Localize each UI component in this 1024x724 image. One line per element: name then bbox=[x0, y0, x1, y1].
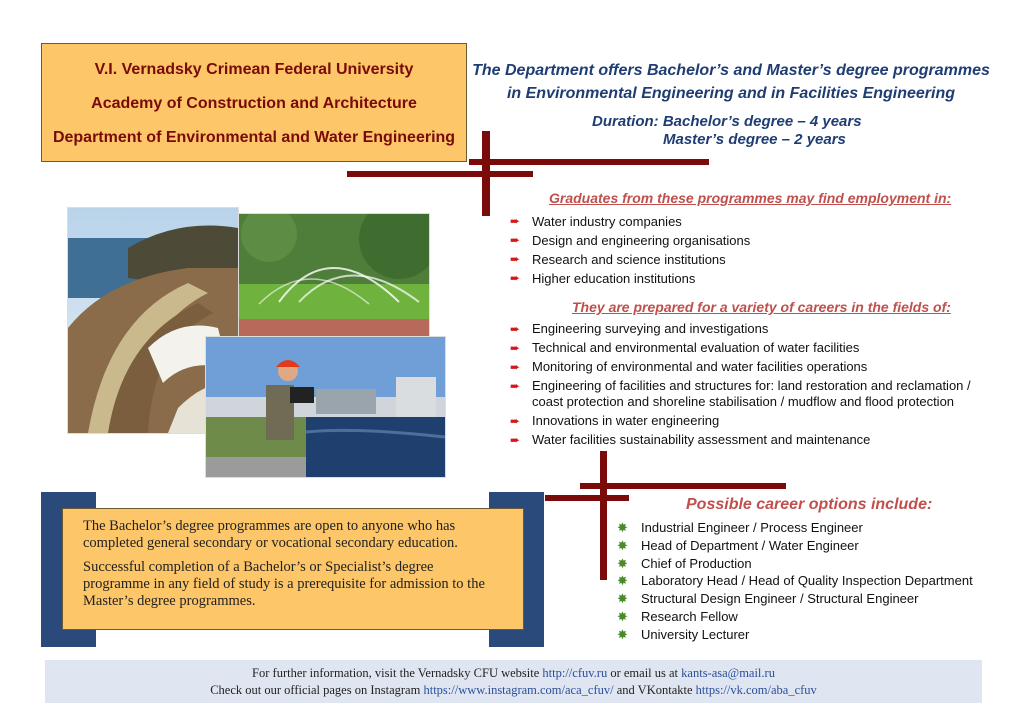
instagram-link[interactable]: https://www.instagram.com/aca_cfuv/ bbox=[423, 683, 614, 697]
list-item: ➨ Higher education institutions bbox=[510, 271, 696, 286]
list-item: ✸ Industrial Engineer / Process Engineer bbox=[617, 520, 863, 535]
vk-link[interactable]: https://vk.com/aba_cfuv bbox=[695, 683, 817, 697]
list-item: ✸ Head of Department / Water Engineer bbox=[617, 537, 859, 553]
footer-line-2: Check out our official pages on Instagram https://www.instagram.com/aca_cfuv/ and VKontakte https://vk.com/aba_cfuv bbox=[210, 683, 817, 697]
list-item: ➨ Engineering surveying and investigations bbox=[510, 321, 769, 336]
offer-line-1: The Department offers Bachelor’s and Master’s degree programmes bbox=[472, 62, 990, 79]
career-fields-heading: They are prepared for a variety of careers in the fields of: bbox=[572, 299, 951, 315]
arrow-bullet-icon: ➨ bbox=[510, 322, 521, 336]
offer-line-2: in Environmental Engineering and in Facilities Engineering bbox=[506, 85, 956, 102]
list-item: ➨ Design and engineering organisations bbox=[510, 233, 751, 248]
university-name: V.I. Vernadsky Crimean Federal University bbox=[94, 61, 414, 78]
list-item: ➨ Water facilities sustainability assessment and maintenance bbox=[510, 432, 871, 447]
footer bbox=[45, 660, 982, 703]
arrow-bullet-icon: ➨ bbox=[510, 379, 521, 393]
list-item: ✸ Laboratory Head / Head of Quality Inspection Department bbox=[617, 573, 973, 589]
career-options-list bbox=[617, 519, 1017, 644]
employment-heading: Graduates from these programmes may find employment in: bbox=[549, 190, 952, 206]
list-item: ➨ Monitoring of environmental and water facilities operations bbox=[510, 359, 868, 374]
career-fields-list bbox=[508, 321, 988, 448]
arrow-bullet-icon: ➨ bbox=[510, 252, 521, 266]
star-bullet-icon: ✸ bbox=[617, 520, 628, 535]
sprinkler-photo bbox=[238, 213, 430, 337]
cross-bar-horizontal-2a bbox=[580, 483, 786, 489]
star-bullet-icon: ✸ bbox=[617, 591, 628, 607]
admission-bachelor: The Bachelor’s degree programmes are open to anyone who has completed general secondary or vocational secondary education. bbox=[83, 518, 458, 551]
admission-box bbox=[62, 508, 524, 630]
star-bullet-icon: ✸ bbox=[617, 555, 628, 571]
duration-bachelor: Duration: Bachelor’s degree – 4 years bbox=[592, 113, 862, 130]
academy-name: Academy of Construction and Architecture bbox=[91, 95, 417, 112]
cross-bar-vertical-2 bbox=[600, 451, 607, 580]
cross-bar-horizontal-1b bbox=[347, 171, 533, 177]
career-options-heading: Possible career options include: bbox=[686, 496, 933, 513]
star-bullet-icon: ✸ bbox=[617, 537, 628, 553]
engineer-photo bbox=[205, 336, 446, 478]
cross-bar-horizontal-1a bbox=[469, 159, 709, 165]
cross-bar-horizontal-2b bbox=[545, 495, 629, 501]
list-item: ➨ Water industry companies bbox=[510, 214, 682, 229]
list-item: ➨ Innovations in water engineering bbox=[510, 413, 720, 428]
footer-line-1: For further information, visit the Vernadsky CFU website http://cfuv.ru or email us at kants-asa@mail.ru bbox=[252, 666, 775, 680]
list-item: ✸ University Lecturer bbox=[617, 626, 750, 642]
star-bullet-icon: ✸ bbox=[617, 626, 628, 642]
arrow-bullet-icon: ➨ bbox=[510, 433, 521, 447]
arrow-bullet-icon: ➨ bbox=[510, 414, 521, 428]
header-box bbox=[41, 43, 467, 162]
arrow-bullet-icon: ➨ bbox=[510, 341, 521, 355]
email-link[interactable]: kants-asa@mail.ru bbox=[681, 666, 775, 680]
duration-master: Master’s degree – 2 years bbox=[663, 131, 846, 148]
department-name: Department of Environmental and Water Engineering bbox=[52, 129, 456, 146]
list-item: ✸ Chief of Production bbox=[617, 555, 752, 571]
programmes-offer bbox=[466, 59, 996, 105]
arrow-bullet-icon: ➨ bbox=[510, 360, 521, 374]
arrow-bullet-icon: ➨ bbox=[510, 214, 521, 228]
website-link[interactable]: http://cfuv.ru bbox=[542, 666, 608, 680]
list-item: ➨ Research and science institutions bbox=[510, 252, 726, 267]
star-bullet-icon: ✸ bbox=[617, 608, 628, 624]
star-bullet-icon: ✸ bbox=[617, 573, 628, 589]
arrow-bullet-icon: ➨ bbox=[510, 271, 521, 285]
list-item: ✸ Structural Design Engineer / Structural Engineer bbox=[617, 591, 919, 607]
arrow-bullet-icon: ➨ bbox=[510, 233, 521, 247]
list-item: ➨ Technical and environmental evaluation of water facilities bbox=[510, 340, 860, 355]
employment-list bbox=[508, 212, 978, 288]
list-item: ➨ Engineering of facilities and structures for: land restoration and reclamation / coast protection and shoreline stabilisation / mudflow and flood protection bbox=[510, 378, 971, 409]
admission-master: Successful completion of a Bachelor’s or Specialist’s degree programme in any field of study is a prerequisite for admission to the Master’s degree programmes. bbox=[83, 559, 485, 609]
list-item: ✸ Research Fellow bbox=[617, 608, 738, 624]
